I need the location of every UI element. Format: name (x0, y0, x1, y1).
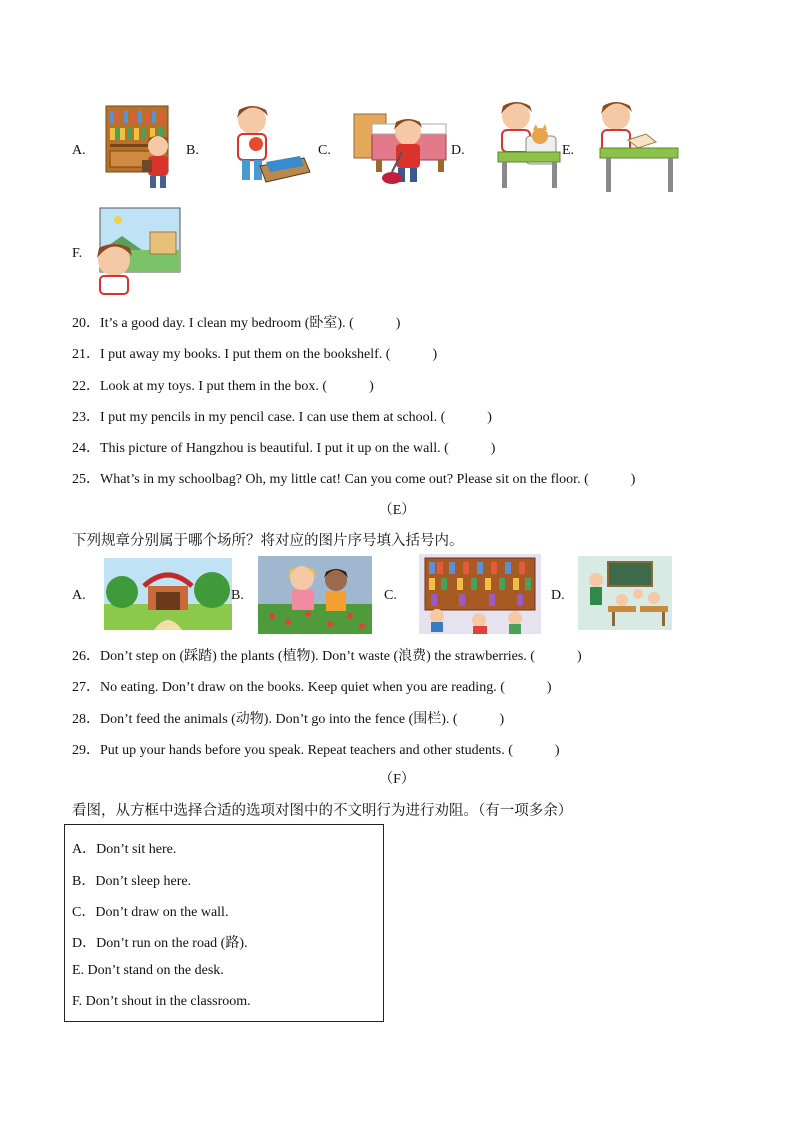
boy-with-bookshelf-icon (104, 104, 180, 190)
place-label-b: B. (231, 588, 244, 603)
section-e-instruction: 下列规章分别属于哪个场所？将对应的图片序号填入括号内。 (72, 533, 464, 549)
option-a: A．Don’t sit here. (72, 842, 177, 857)
boy-cleaning-bedroom-icon (352, 106, 450, 188)
option-f: F. Don’t shout in the classroom. (72, 994, 251, 1009)
library-bookshelf-icon (419, 554, 541, 634)
section-e-heading: （E） (378, 503, 416, 518)
question-29: 29．Put up your hands before you speak. Repeat teachers and other students. ( ) (72, 743, 560, 758)
option-label-d: D. (451, 143, 465, 158)
boy-with-hangzhou-picture-icon (92, 206, 182, 296)
classroom-icon (578, 556, 672, 630)
option-label-e: E. (562, 143, 575, 158)
question-20: 20．It’s a good day. I clean my bedroom (卧室). ( ) (72, 316, 401, 331)
option-d: D．Don’t run on the road (路). (72, 936, 248, 951)
place-label-a: A. (72, 588, 86, 603)
question-25: 25．What’s in my schoolbag? Oh, my little cat! Can you come out? Please sit on the floor. ( ) (72, 472, 636, 487)
question-28: 28．Don’t feed the animals (动物). Don’t go into the fence (围栏). ( ) (72, 712, 505, 727)
option-label-f: F. (72, 246, 83, 261)
children-in-garden-icon (258, 556, 372, 634)
options-box (64, 824, 384, 1022)
boy-reading-at-desk-icon (592, 96, 682, 196)
option-e: E. Don’t stand on the desk. (72, 963, 224, 978)
question-23: 23．I put my pencils in my pencil case. I can use them at school. ( ) (72, 410, 492, 425)
question-24: 24．This picture of Hangzhou is beautiful. I put it up on the wall. ( ) (72, 441, 496, 456)
question-26: 26．Don’t step on (踩踏) the plants (植物). Don’t waste (浪费) the strawberries. ( ) (72, 649, 582, 664)
question-21: 21．I put away my books. I put them on the bookshelf. ( ) (72, 347, 438, 362)
boy-putting-toys-in-box-icon (222, 100, 312, 188)
place-label-c: C. (384, 588, 397, 603)
option-c: C．Don’t draw on the wall. (72, 905, 229, 920)
question-22: 22．Look at my toys. I put them in the box. ( ) (72, 379, 374, 394)
option-label-b: B. (186, 143, 199, 158)
zoo-gate-icon (104, 558, 232, 630)
place-label-d: D. (551, 588, 565, 603)
section-f-heading: （F） (379, 772, 415, 787)
option-label-c: C. (318, 143, 331, 158)
section-f-instruction: 看图，从方框中选择合适的选项对图中的不文明行为进行劝阻。（有一项多余） (72, 803, 573, 819)
boy-with-cat-in-schoolbag-icon (494, 96, 564, 192)
option-label-a: A. (72, 143, 86, 158)
option-b: B．Don’t sleep here. (72, 874, 192, 889)
question-27: 27．No eating. Don’t draw on the books. Keep quiet when you are reading. ( ) (72, 680, 552, 695)
